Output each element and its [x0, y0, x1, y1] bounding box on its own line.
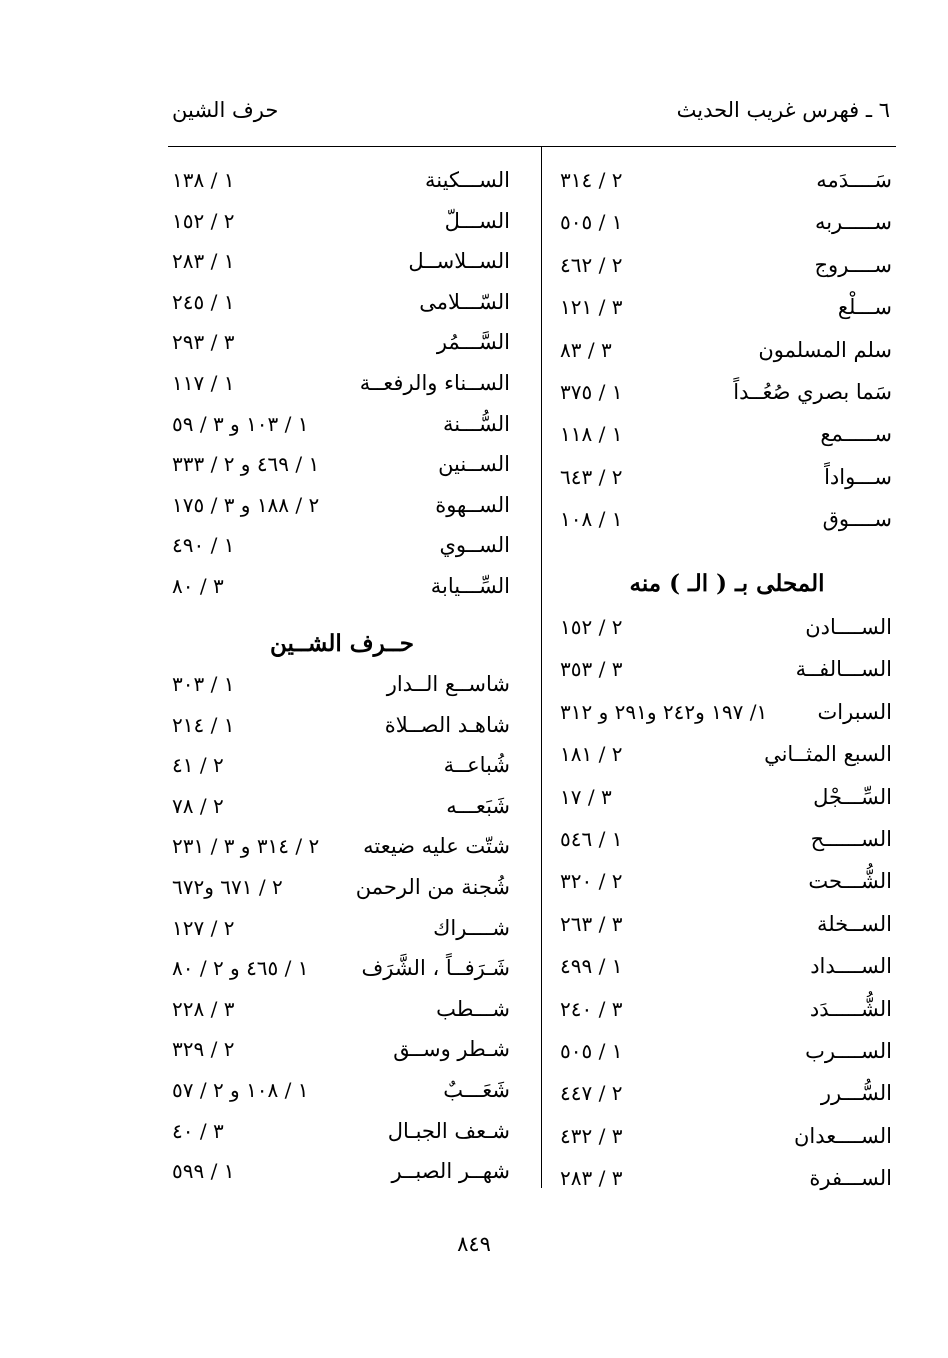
index-entry [168, 330, 516, 364]
index-entry [556, 827, 898, 861]
entry-reference: ٣ / ٤٠ [172, 1118, 224, 1143]
entry-reference: ٢ / ٤١ [172, 753, 224, 778]
entry-term: شـعف الجبـال [387, 1118, 510, 1143]
entry-term: الســــرب [805, 1039, 892, 1063]
entry-term: ســــروج [814, 252, 892, 277]
entry-term: ســـــمع [820, 422, 892, 447]
entry-term: شاهـد الصــلاة [384, 712, 510, 737]
index-entry [168, 672, 516, 706]
index-entry [556, 507, 898, 541]
index-entry [556, 295, 898, 329]
entry-reference: ١ / ٣٠٣ [172, 672, 235, 696]
entry-term: الســـلّ [444, 208, 510, 233]
entry-reference: ١ / ٥٤٦ [560, 827, 623, 851]
entry-term: السبع المثــاني [764, 742, 892, 767]
entry-term: شَعَـــبٌ [443, 1078, 510, 1102]
entry-term: سَما بصري صُعُــداً [733, 380, 892, 404]
index-entry [168, 574, 516, 608]
entry-term: شاســع الــدار [386, 672, 510, 696]
entry-term: ســـــربه [814, 210, 892, 235]
index-entry [168, 290, 516, 324]
entry-reference: ٢ / ١٨٨ و ٣ / ١٧٥ [172, 492, 320, 517]
entry-reference: ١ / ٤٦٩ و ٢ / ٣٣٣ [172, 452, 320, 477]
index-entry [556, 1081, 898, 1115]
index-entry [168, 997, 516, 1031]
entry-term: شُباعــة [443, 753, 510, 778]
index-entry [168, 1037, 516, 1071]
entry-term: ســـلْع [837, 295, 892, 320]
entry-reference: ١ / ١١٨ [560, 422, 623, 447]
index-entry [168, 713, 516, 747]
section-title: حــرف الشــين [269, 630, 415, 657]
index-entry [168, 209, 516, 243]
index-entry [556, 465, 898, 499]
entry-term: سلم المسلمون [758, 337, 892, 362]
entry-reference: ١ / ٤٩٩ [560, 954, 623, 979]
entry-term: شـطر وســق [393, 1037, 510, 1062]
entry-term: الســهوة [435, 492, 510, 517]
index-entry [556, 422, 898, 456]
entry-reference: ١ / ١٣٨ [172, 168, 235, 192]
entry-reference: ٢ / ٤٤٧ [560, 1081, 623, 1106]
index-entry [168, 249, 516, 283]
index-entry [556, 210, 898, 244]
entry-reference: ٢ / ١٥٢ [172, 208, 235, 233]
entry-term: شتّت عليه ضيعته [363, 834, 510, 859]
entry-term: شُجنة من الرحمن [355, 875, 510, 899]
index-entry [168, 875, 516, 909]
entry-term: الســــعدان [794, 1123, 892, 1148]
entry-reference: ١ / ٥٩٩ [172, 1159, 235, 1184]
entry-reference: ٣ / ٨٣ [560, 337, 612, 362]
entry-reference: ٢ / ٦٧١ و٦٧٢ [172, 875, 283, 899]
entry-term: شَـرَفــاً ، الشَّرَف [361, 956, 510, 981]
entry-term: الســــادن [805, 615, 892, 639]
entry-reference: ٣ / ٢٩٣ [172, 330, 235, 355]
entry-reference: ٢ / ١٨١ [560, 742, 623, 767]
index-entry [556, 1166, 898, 1200]
entry-term: السِّـــيابة [430, 574, 510, 598]
index-entry [556, 1039, 898, 1073]
header-rule [168, 146, 896, 147]
entry-term: شــــراك [433, 915, 510, 940]
entry-term: الســـالفــة [795, 657, 892, 682]
index-entry [168, 1119, 516, 1153]
entry-term: الســلاســل [408, 249, 510, 274]
entry-reference: ٣ / ١٧ [560, 784, 612, 809]
entry-reference: ٢ / ٦٤٣ [560, 464, 623, 489]
entry-reference: ١ / ٥٠٥ [560, 210, 623, 235]
index-entry [556, 338, 898, 372]
entry-term: الســناء والرفعــة [359, 371, 510, 395]
entry-reference: ٢ / ٤٦٢ [560, 252, 623, 277]
entry-reference: ٣ / ٢٦٣ [560, 911, 623, 936]
entry-term: الســنين [438, 452, 510, 477]
index-entry [168, 753, 516, 787]
entry-reference: ٣ / ٢٤٠ [560, 996, 623, 1021]
index-entry [556, 657, 898, 691]
entry-term: السَّـــمُر [436, 330, 510, 355]
entry-reference: ٢ / ٣١٤ و ٣ / ٢٣١ [172, 834, 320, 859]
index-entry [556, 954, 898, 988]
entry-reference: ٣ / ٢٢٨ [172, 996, 235, 1021]
entry-reference: ٣ / ٨٠ [172, 574, 224, 598]
entry-reference: ١ / ٢٤٥ [172, 289, 235, 314]
entry-reference: ١ / ١٠٣ و ٣ / ٥٩ [172, 411, 309, 436]
entry-term: شـــطب [436, 996, 510, 1021]
index-entry [168, 1159, 516, 1193]
index-entry [556, 700, 898, 734]
entry-reference: ٢ / ٧٨ [172, 793, 224, 818]
entry-reference: ١ / ١١٧ [172, 371, 235, 395]
entry-term: ســـواداً [824, 464, 892, 489]
entry-reference: ١ / ٤٩٠ [172, 533, 235, 558]
entry-reference: ٢ / ٣٢٩ [172, 1037, 235, 1062]
index-entry [556, 997, 898, 1031]
index-entry [168, 371, 516, 405]
index-entry [168, 533, 516, 567]
entry-reference: ٢ / ٣٢٠ [560, 869, 623, 894]
entry-term: السبرات [817, 699, 892, 724]
entry-reference: ٣ / ١٢١ [560, 295, 623, 320]
entry-term: السُّـــنة [442, 411, 510, 436]
index-entry [168, 1078, 516, 1112]
entry-reference: ١ / ٤٦٥ و ٢ / ٨٠ [172, 956, 309, 981]
entry-term: السّـــلامى [419, 289, 510, 314]
entry-term: الســوي [439, 533, 510, 558]
entry-reference: ١ / ١٠٨ [560, 507, 623, 532]
entry-term: الســــداد [810, 954, 892, 979]
entry-term: سَــــدَمه [816, 168, 892, 192]
entry-reference: ٢ / ١٥٢ [560, 615, 623, 639]
header-right-title: ٦ ـ فهرس غريب الحديث [676, 98, 890, 122]
index-entry [168, 493, 516, 527]
index-entry [168, 168, 516, 202]
column-divider [541, 146, 542, 1188]
entry-term: الســـفرة [809, 1166, 892, 1191]
index-entry [168, 452, 516, 486]
index-entry [168, 412, 516, 446]
index-entry [556, 253, 898, 287]
entry-term: الشُّـــــدَد [809, 996, 892, 1021]
section-title: المحلى بـ ( الـ ) منه [629, 570, 825, 597]
index-entry [556, 615, 898, 649]
index-entry [168, 834, 516, 868]
index-entry [556, 168, 898, 202]
entry-term: الســـكينة [425, 168, 510, 192]
entry-reference: ١ / ٣٧٥ [560, 380, 623, 404]
index-entry [556, 742, 898, 776]
index-entry [556, 912, 898, 946]
entry-term: السُّـــرر [820, 1081, 892, 1106]
entry-reference: ٣ / ٣٥٣ [560, 657, 623, 682]
entry-reference: ١ / ١٠٨ و ٢ / ٥٧ [172, 1078, 309, 1102]
entry-term: الشُّـــحت [808, 869, 892, 894]
entry-term: الســــــح [810, 827, 892, 851]
entry-reference: ٣ / ٤٣٢ [560, 1123, 623, 1148]
entry-term: شَبَعـــه [446, 793, 510, 818]
entry-reference: ٣ / ٢٨٣ [560, 1166, 623, 1191]
entry-reference: ١ / ٢٨٣ [172, 249, 235, 274]
index-entry [556, 785, 898, 819]
entry-reference: ١/ ١٩٧ و٢٤٢ و٢٩١ و ٣١٢ [560, 699, 768, 724]
index-entry [556, 380, 898, 414]
page-number: ٨٤٩ [457, 1232, 491, 1256]
index-entry [168, 956, 516, 990]
index-entry [556, 869, 898, 903]
entry-reference: ١ / ٥٠٥ [560, 1039, 623, 1063]
entry-term: السِّـــجْل [813, 784, 892, 809]
index-entry [556, 1124, 898, 1158]
entry-reference: ١ / ٢١٤ [172, 712, 235, 737]
entry-term: الســخلة [816, 911, 892, 936]
index-entry [168, 794, 516, 828]
entry-reference: ٢ / ٣١٤ [560, 168, 623, 192]
entry-term: شهــر الصبــر [391, 1159, 510, 1184]
header-left-title: حرف الشين [172, 98, 279, 122]
entry-reference: ٢ / ١٢٧ [172, 915, 235, 940]
entry-term: ســــوق [822, 507, 892, 532]
index-entry [168, 916, 516, 950]
